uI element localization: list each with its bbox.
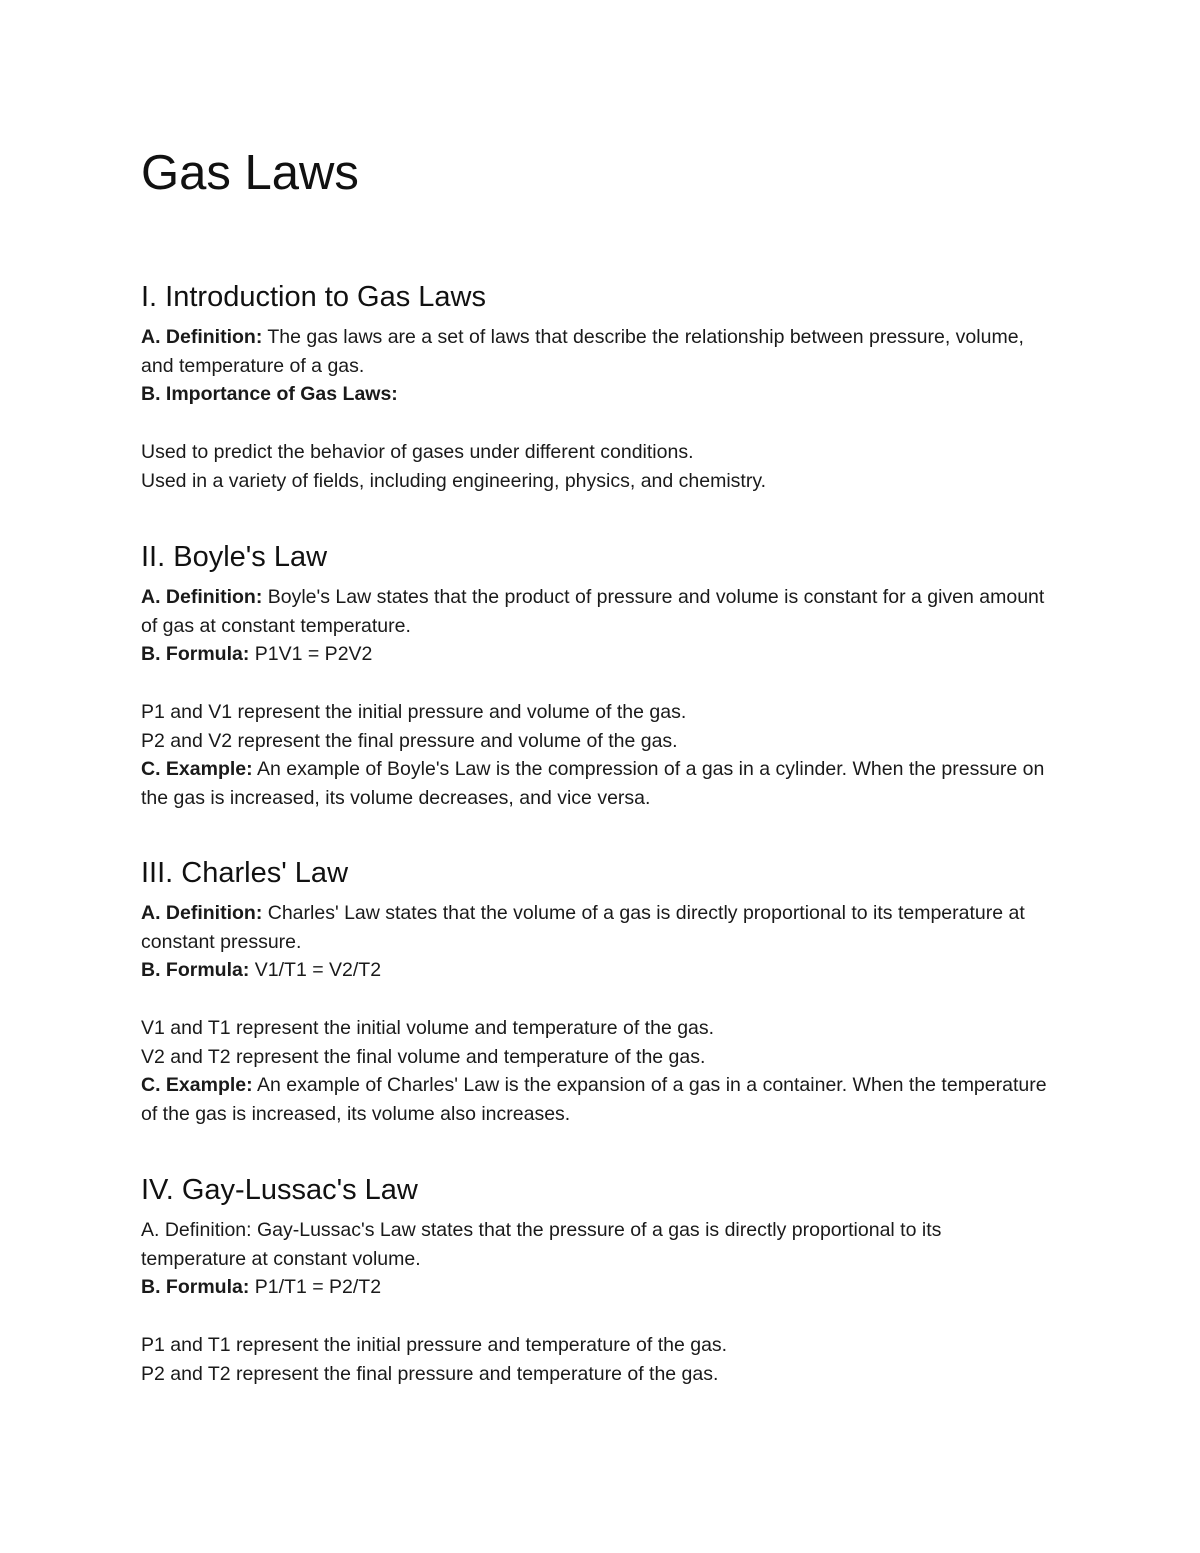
example-paragraph bbox=[141, 755, 1051, 812]
spacer bbox=[141, 985, 1051, 1014]
formula-label: B. Formula: bbox=[141, 643, 250, 666]
note-line: V2 and T2 represent the final volume and temperature of the gas. bbox=[141, 1045, 706, 1068]
example-text: An example of Charles' Law is the expansion of a gas in a container. When the temperature of the gas is increased, its volume also increases. bbox=[141, 1074, 1047, 1125]
formula-text: P1/T1 = P2/T2 bbox=[249, 1276, 382, 1299]
section-boyles-law bbox=[141, 539, 1051, 813]
example-text: An example of Boyle's Law is the compression of a gas in a cylinder. When the pressure on the gas is increased, its volume decreases, and vice versa. bbox=[141, 758, 1045, 809]
section-heading: IV. Gay-Lussac's Law bbox=[141, 1174, 418, 1206]
section-heading: I. Introduction to Gas Laws bbox=[141, 281, 486, 313]
definition-paragraph bbox=[141, 323, 1051, 380]
importance-heading bbox=[141, 380, 1051, 409]
list-item: Used in a variety of fields, including engineering, physics, and chemistry. bbox=[141, 469, 767, 492]
note-line: P2 and T2 represent the final pressure and temperature of the gas. bbox=[141, 1362, 719, 1385]
definition-text: Charles' Law states that the volume of a gas is directly proportional to its temperature at constant pressure. bbox=[141, 902, 1025, 953]
definition-label: A. Definition: bbox=[141, 902, 263, 924]
formula-text: V1/T1 = V2/T2 bbox=[249, 959, 382, 982]
definition-paragraph bbox=[141, 899, 1051, 956]
definition-label: A. Definition: bbox=[141, 586, 263, 608]
section-charles-law bbox=[141, 855, 1051, 1129]
importance-label: B. Importance of Gas Laws: bbox=[141, 383, 398, 406]
section-introduction bbox=[141, 279, 1051, 495]
definition-text: The gas laws are a set of laws that describe the relationship between pressure, volume, and temperature of a gas. bbox=[141, 326, 1024, 377]
document-title: Gas Laws bbox=[141, 146, 359, 200]
formula-label: B. Formula: bbox=[141, 959, 250, 982]
definition-label: A. Definition: bbox=[141, 326, 263, 348]
spacer bbox=[141, 409, 1051, 438]
definition-paragraph bbox=[141, 583, 1051, 640]
note-line: P1 and T1 represent the initial pressure and temperature of the gas. bbox=[141, 1333, 728, 1356]
spacer bbox=[141, 1302, 1051, 1331]
formula-line bbox=[141, 956, 1051, 985]
formula-label: B. Formula: bbox=[141, 1276, 250, 1299]
formula-text: P1V1 = P2V2 bbox=[249, 643, 373, 666]
definition-text: Boyle's Law states that the product of pressure and volume is constant for a given amount of gas at constant temperature. bbox=[141, 586, 1045, 637]
definition-paragraph: A. Definition: Gay-Lussac's Law states that the pressure of a gas is directly proportional to its temperature at constant volume. bbox=[141, 1219, 942, 1270]
formula-line bbox=[141, 1273, 1051, 1302]
note-line: P1 and V1 represent the initial pressure and volume of the gas. bbox=[141, 700, 687, 723]
example-label: C. Example: bbox=[141, 1074, 253, 1097]
example-label: C. Example: bbox=[141, 758, 253, 781]
formula-line bbox=[141, 640, 1051, 669]
section-heading: II. Boyle's Law bbox=[141, 541, 328, 573]
section-heading: III. Charles' Law bbox=[141, 857, 349, 889]
spacer bbox=[141, 669, 1051, 698]
example-paragraph bbox=[141, 1071, 1051, 1128]
note-line: P2 and V2 represent the final pressure and volume of the gas. bbox=[141, 729, 678, 752]
note-line: V1 and T1 represent the initial volume and temperature of the gas. bbox=[141, 1016, 715, 1039]
section-gay-lussacs-law bbox=[141, 1172, 1051, 1388]
list-item: Used to predict the behavior of gases under different conditions. bbox=[141, 440, 694, 463]
